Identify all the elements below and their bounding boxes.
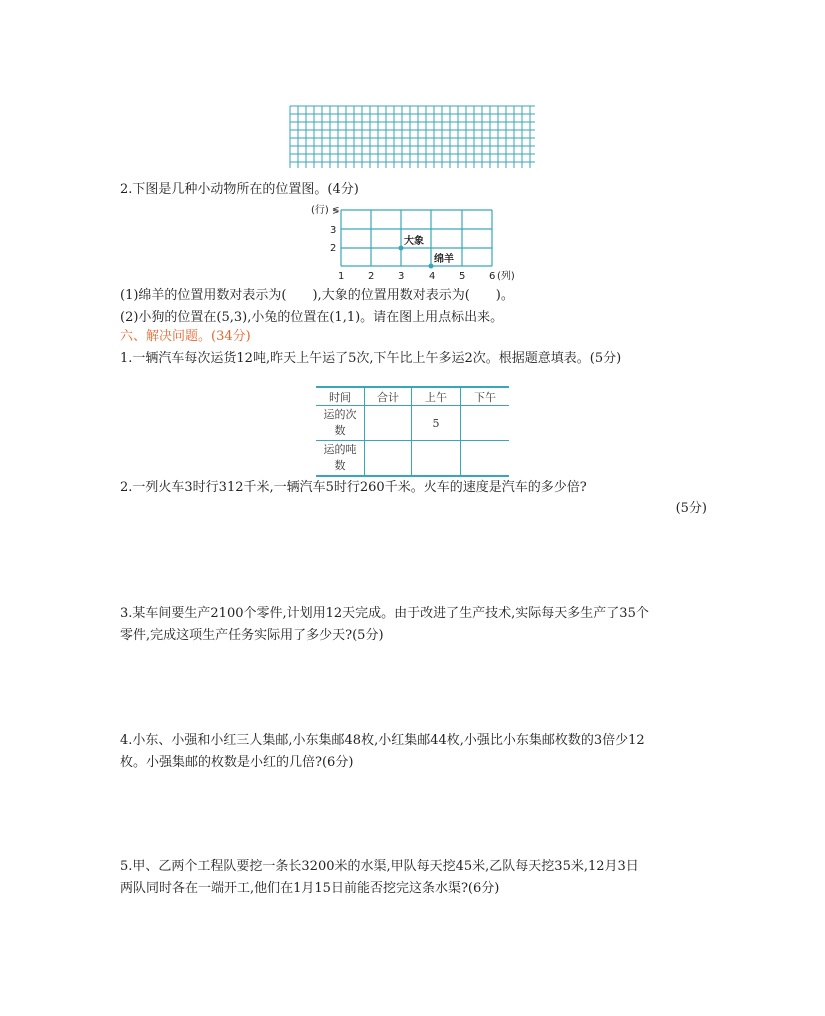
problem-1: 1.一辆汽车每次运货12吨,昨天上午运了5次,下午比上午多运2次。根据题意填表。(5分) [120,351,622,366]
problem-3-line2: 零件,完成这项生产任务实际用了多少天?(5分) [120,628,384,643]
table-cell[interactable] [412,441,461,477]
table-header: 合计 [365,387,412,406]
table-cell[interactable] [461,406,510,441]
row-tick-3: 3 [330,225,337,236]
table-cell[interactable] [461,441,510,477]
table-header: 时间 [316,387,365,406]
position-grid-chart [300,202,530,284]
col-tick-4: 4 [429,271,436,282]
elephant-label: 大象 [404,236,424,247]
col-axis-label: (列) [497,271,515,282]
table-header: 下午 [461,387,510,406]
section6-title: 六、解决问题。(34分) [120,329,251,344]
row-axis-mark: ≶ [332,206,340,216]
sheep-point [429,264,434,269]
col-tick-1: 1 [338,271,345,282]
row-label: 运的吨 数 [316,441,365,477]
col-tick-5: 5 [459,271,466,282]
col-tick-3: 3 [398,271,405,282]
row-label: 运的次 数 [316,406,365,441]
problem-4-line2: 枚。小强集邮的枚数是小红的几倍?(6分) [120,755,354,770]
elephant-point [399,246,404,251]
table-cell[interactable] [365,406,412,441]
table-cell[interactable]: 5 [412,406,461,441]
q2-heading: 2.下图是几种小动物所在的位置图。(4分) [120,182,359,197]
problem-4-line1: 4.小东、小强和小红三人集邮,小东集邮48枚,小红集邮44枚,小强比小东集邮枚数的3倍少12 [120,733,645,748]
q2-sub2: (2)小狗的位置在(5,3),小兔的位置在(1,1)。请在图上用点标出来。 [120,310,504,325]
fill-table [316,386,509,477]
col-tick-6: 6 [489,271,496,282]
problem-3-line1: 3.某车间要生产2100个零件,计划用12天完成。由于改进了生产技术,实际每天多生产了35个 [120,606,649,621]
row-tick-2: 2 [330,243,337,254]
problem-2: 2.一列火车3时行312千米,一辆汽车5时行260千米。火车的速度是汽车的多少倍? [120,480,587,495]
problem-2-score: (5分) [675,501,707,516]
table-header: 上午 [412,387,461,406]
sheep-label: 绵羊 [434,254,454,265]
square-grid-paper [289,105,537,170]
col-tick-2: 2 [368,271,375,282]
table-cell[interactable] [365,441,412,477]
q2-sub1: (1)绵羊的位置用数对表示为( ),大象的位置用数对表示为( )。 [120,288,514,303]
row-axis-label: (行) [311,205,329,216]
problem-5-line1: 5.甲、乙两个工程队要挖一条长3200米的水渠,甲队每天挖45米,乙队每天挖35米,12月3日 [120,859,639,874]
problem-5-line2: 两队同时各在一端开工,他们在1月15日前能否挖完这条水渠?(6分) [120,881,500,896]
